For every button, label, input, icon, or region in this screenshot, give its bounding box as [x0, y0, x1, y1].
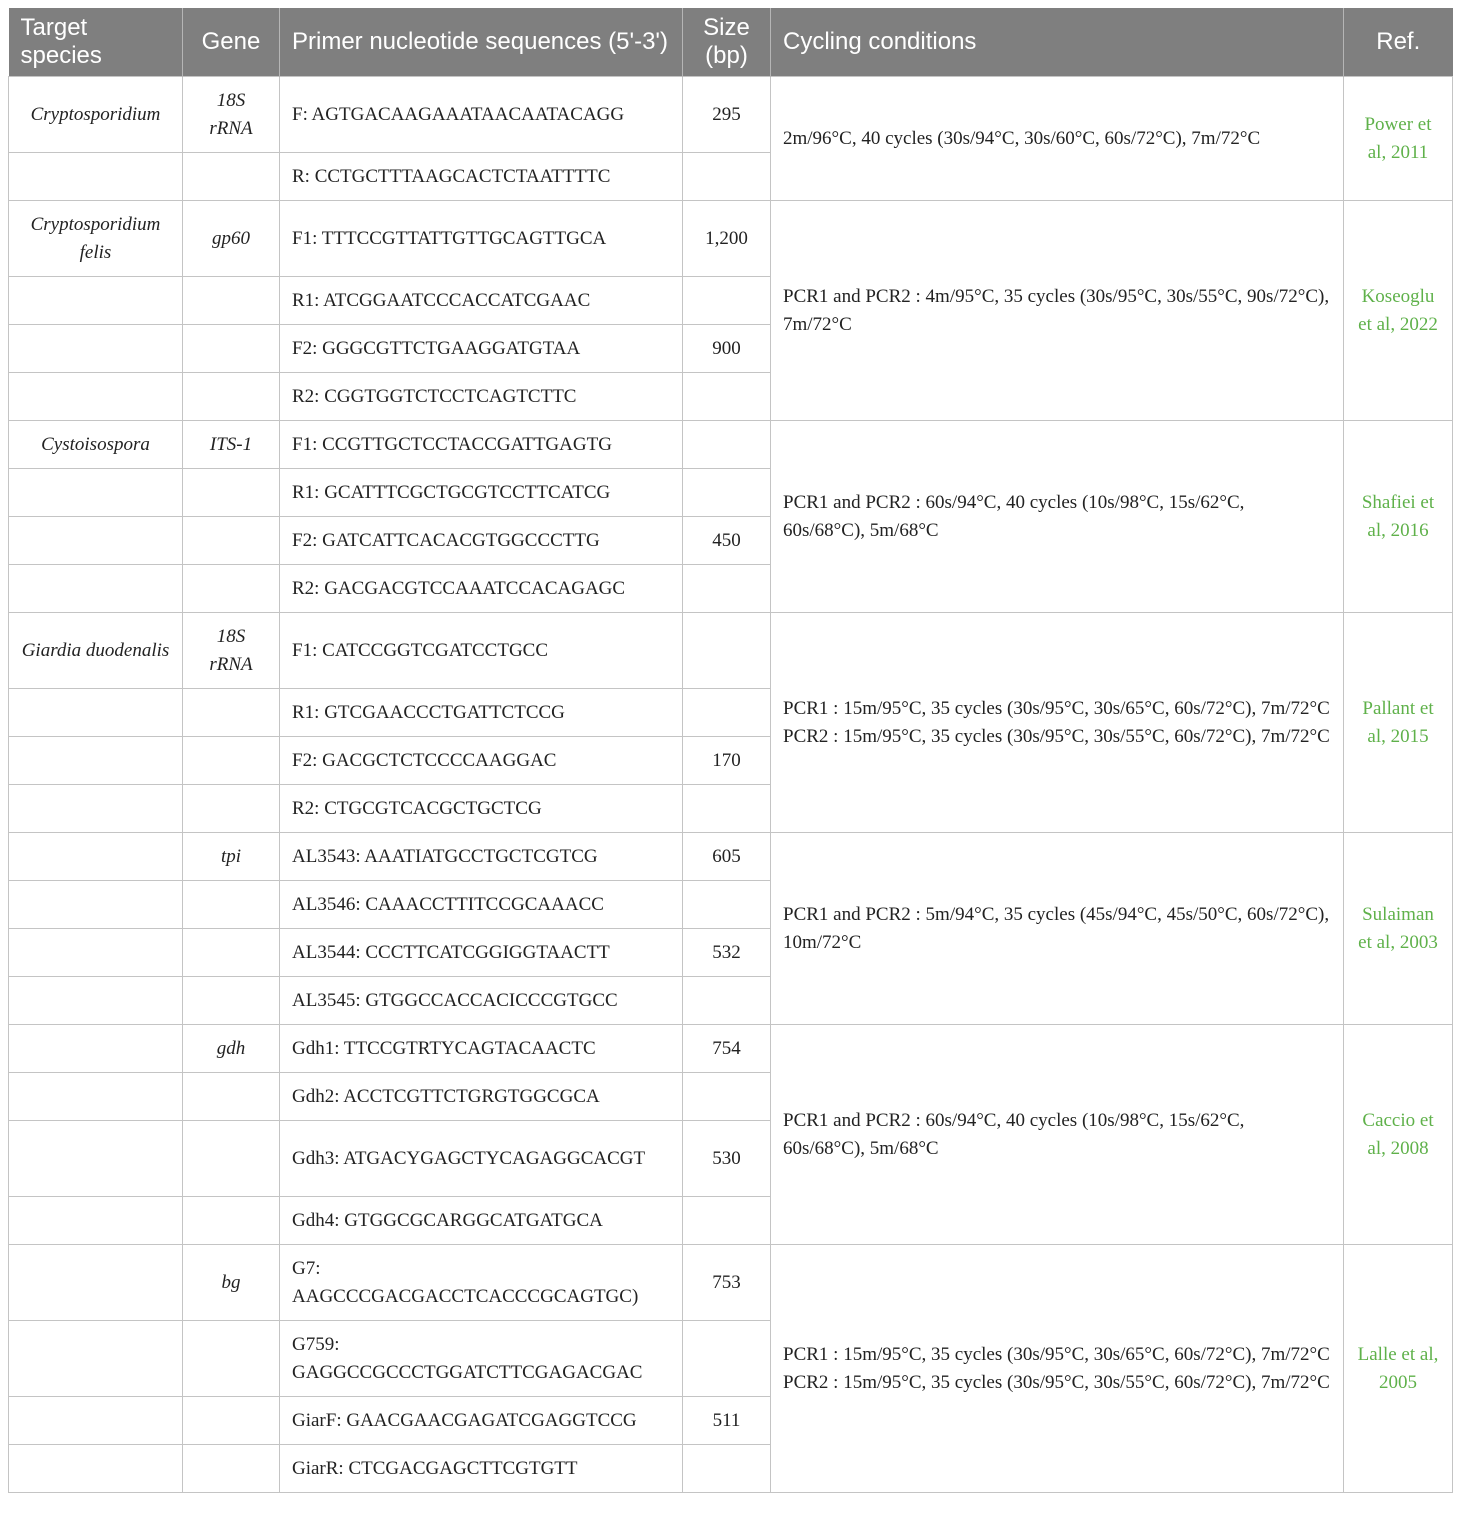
header-ref: Ref.	[1344, 8, 1453, 77]
size-cell	[683, 153, 771, 201]
species-cell	[9, 1025, 183, 1073]
gene-cell	[183, 881, 280, 929]
header-target-species: Target species	[9, 8, 183, 77]
primer-sequence: R1: GCATTTCGCTGCGTCCTTCATCG	[280, 469, 683, 517]
primer-sequence: G7: AAGCCCGACGACCTCACCCGCAGTGC)	[280, 1245, 683, 1321]
gene-cell	[183, 1121, 280, 1197]
cycling-conditions: PCR1 and PCR2 : 5m/94°C, 35 cycles (45s/94°C, 45s/50°C, 60s/72°C), 10m/72°C	[771, 833, 1344, 1025]
gene-cell	[183, 689, 280, 737]
size-cell: 900	[683, 325, 771, 373]
size-cell	[683, 785, 771, 833]
size-cell: 450	[683, 517, 771, 565]
species-cell: Cryptosporidium felis	[9, 201, 183, 277]
primer-sequence: F2: GGGCGTTCTGAAGGATGTAA	[280, 325, 683, 373]
primer-sequence: F2: GATCATTCACACGTGGCCCTTG	[280, 517, 683, 565]
gene-cell	[183, 277, 280, 325]
primer-sequence: AL3544: CCCTTCATCGGIGGTAACTT	[280, 929, 683, 977]
size-cell	[683, 373, 771, 421]
cycling-conditions: PCR1 : 15m/95°C, 35 cycles (30s/95°C, 30s/65°C, 60s/72°C), 7m/72°C PCR2 : 15m/95°C, 35 cycles (30s/95°C, 30s/55°C, 60s/72°C), 7m/72°C	[771, 1245, 1344, 1493]
species-cell	[9, 373, 183, 421]
gene-cell: ITS-1	[183, 421, 280, 469]
species-cell	[9, 565, 183, 613]
gene-cell	[183, 565, 280, 613]
primer-sequence: R2: GACGACGTCCAAATCCACAGAGC	[280, 565, 683, 613]
table-row	[9, 77, 1453, 153]
size-cell	[683, 1321, 771, 1397]
species-cell	[9, 737, 183, 785]
size-cell: 1,200	[683, 201, 771, 277]
table-container	[8, 8, 1452, 1493]
size-cell: 605	[683, 833, 771, 881]
species-cell	[9, 929, 183, 977]
gene-cell	[183, 153, 280, 201]
species-cell: Giardia duodenalis	[9, 613, 183, 689]
gene-cell	[183, 977, 280, 1025]
header-row	[9, 8, 1453, 77]
reference-link[interactable]: Lalle et al, 2005	[1344, 1245, 1453, 1493]
species-cell: Cryptosporidium	[9, 77, 183, 153]
size-cell: 530	[683, 1121, 771, 1197]
gene-cell	[183, 373, 280, 421]
cycling-conditions: PCR1 and PCR2 : 4m/95°C, 35 cycles (30s/95°C, 30s/55°C, 90s/72°C), 7m/72°C	[771, 201, 1344, 421]
reference-link[interactable]: Shafiei et al, 2016	[1344, 421, 1453, 613]
gene-cell: 18S rRNA	[183, 613, 280, 689]
gene-cell: bg	[183, 1245, 280, 1321]
primer-sequence: R: CCTGCTTTAAGCACTCTAATTTTC	[280, 153, 683, 201]
gene-cell	[183, 1197, 280, 1245]
gene-cell: gdh	[183, 1025, 280, 1073]
species-cell	[9, 1121, 183, 1197]
size-cell: 170	[683, 737, 771, 785]
size-cell	[683, 881, 771, 929]
primer-table	[8, 8, 1453, 1493]
primer-sequence: GiarF: GAACGAACGAGATCGAGGTCCG	[280, 1397, 683, 1445]
species-cell	[9, 833, 183, 881]
header-cycling-conditions: Cycling conditions	[771, 8, 1344, 77]
primer-sequence: R2: CGGTGGTCTCCTCAGTCTTC	[280, 373, 683, 421]
primer-sequence: F2: GACGCTCTCCCCAAGGAC	[280, 737, 683, 785]
primer-sequence: AL3545: GTGGCCACCACICCCGTGCC	[280, 977, 683, 1025]
table-row	[9, 1025, 1453, 1073]
gene-cell	[183, 469, 280, 517]
species-cell: Cystoisospora	[9, 421, 183, 469]
gene-cell	[183, 929, 280, 977]
size-cell: 295	[683, 77, 771, 153]
primer-sequence: Gdh4: GTGGCGCARGGCATGATGCA	[280, 1197, 683, 1245]
gene-cell: gp60	[183, 201, 280, 277]
gene-cell: 18S rRNA	[183, 77, 280, 153]
table-row	[9, 1245, 1453, 1321]
cycling-conditions: PCR1 and PCR2 : 60s/94°C, 40 cycles (10s/98°C, 15s/62°C, 60s/68°C), 5m/68°C	[771, 421, 1344, 613]
size-cell	[683, 977, 771, 1025]
gene-cell	[183, 517, 280, 565]
gene-cell: tpi	[183, 833, 280, 881]
species-cell	[9, 1321, 183, 1397]
gene-cell	[183, 1321, 280, 1397]
cycling-conditions: 2m/96°C, 40 cycles (30s/94°C, 30s/60°C, 60s/72°C), 7m/72°C	[771, 77, 1344, 201]
primer-sequence: F: AGTGACAAGAAATAACAATACAGG	[280, 77, 683, 153]
primer-sequence: Gdh1: TTCCGTRTYCAGTACAACTC	[280, 1025, 683, 1073]
species-cell	[9, 1073, 183, 1121]
size-cell: 753	[683, 1245, 771, 1321]
table-row	[9, 613, 1453, 689]
species-cell	[9, 1197, 183, 1245]
species-cell	[9, 277, 183, 325]
primer-sequence: G759: GAGGCCGCCCTGGATCTTCGAGACGAC	[280, 1321, 683, 1397]
species-cell	[9, 977, 183, 1025]
primer-sequence: R1: ATCGGAATCCCACCATCGAAC	[280, 277, 683, 325]
gene-cell	[183, 737, 280, 785]
primer-sequence: AL3546: CAAACCTTITCCGCAAACC	[280, 881, 683, 929]
header-primer-sequences: Primer nucleotide sequences (5'-3')	[280, 8, 683, 77]
header-size: Size (bp)	[683, 8, 771, 77]
size-cell	[683, 421, 771, 469]
species-cell	[9, 517, 183, 565]
primer-sequence: GiarR: CTCGACGAGCTTCGTGTT	[280, 1445, 683, 1493]
species-cell	[9, 153, 183, 201]
reference-link[interactable]: Power et al, 2011	[1344, 77, 1453, 201]
species-cell	[9, 1245, 183, 1321]
size-cell	[683, 277, 771, 325]
table-row	[9, 421, 1453, 469]
primer-sequence: F1: CATCCGGTCGATCCTGCC	[280, 613, 683, 689]
size-cell: 532	[683, 929, 771, 977]
species-cell	[9, 469, 183, 517]
gene-cell	[183, 1397, 280, 1445]
size-cell: 511	[683, 1397, 771, 1445]
cycling-conditions: PCR1 and PCR2 : 60s/94°C, 40 cycles (10s/98°C, 15s/62°C, 60s/68°C), 5m/68°C	[771, 1025, 1344, 1245]
species-cell	[9, 1445, 183, 1493]
reference-link[interactable]: Pallant et al, 2015	[1344, 613, 1453, 833]
primer-sequence: R1: GTCGAACCCTGATTCTCCG	[280, 689, 683, 737]
gene-cell	[183, 1073, 280, 1121]
species-cell	[9, 881, 183, 929]
header-gene: Gene	[183, 8, 280, 77]
primer-sequence: F1: CCGTTGCTCCTACCGATTGAGTG	[280, 421, 683, 469]
size-cell: 754	[683, 1025, 771, 1073]
gene-cell	[183, 325, 280, 373]
primer-sequence: Gdh2: ACCTCGTTCTGRGTGGCGCA	[280, 1073, 683, 1121]
table-row	[9, 833, 1453, 881]
reference-link[interactable]: Caccio et al, 2008	[1344, 1025, 1453, 1245]
reference-link[interactable]: Sulaiman et al, 2003	[1344, 833, 1453, 1025]
size-cell	[683, 613, 771, 689]
species-cell	[9, 689, 183, 737]
primer-sequence: Gdh3: ATGACYGAGCTYCAGAGGCACGT	[280, 1121, 683, 1197]
size-cell	[683, 565, 771, 613]
species-cell	[9, 1397, 183, 1445]
primer-sequence: F1: TTTCCGTTATTGTTGCAGTTGCA	[280, 201, 683, 277]
cycling-conditions: PCR1 : 15m/95°C, 35 cycles (30s/95°C, 30s/65°C, 60s/72°C), 7m/72°C PCR2 : 15m/95°C, 35 cycles (30s/95°C, 30s/55°C, 60s/72°C), 7m/72°C	[771, 613, 1344, 833]
size-cell	[683, 1445, 771, 1493]
species-cell	[9, 325, 183, 373]
size-cell	[683, 1197, 771, 1245]
size-cell	[683, 689, 771, 737]
primer-sequence: AL3543: AAATIATGCCTGCTCGTCG	[280, 833, 683, 881]
primer-sequence: R2: CTGCGTCACGCTGCTCG	[280, 785, 683, 833]
size-cell	[683, 469, 771, 517]
table-row	[9, 201, 1453, 277]
gene-cell	[183, 1445, 280, 1493]
reference-link[interactable]: Koseoglu et al, 2022	[1344, 201, 1453, 421]
species-cell	[9, 785, 183, 833]
size-cell	[683, 1073, 771, 1121]
gene-cell	[183, 785, 280, 833]
